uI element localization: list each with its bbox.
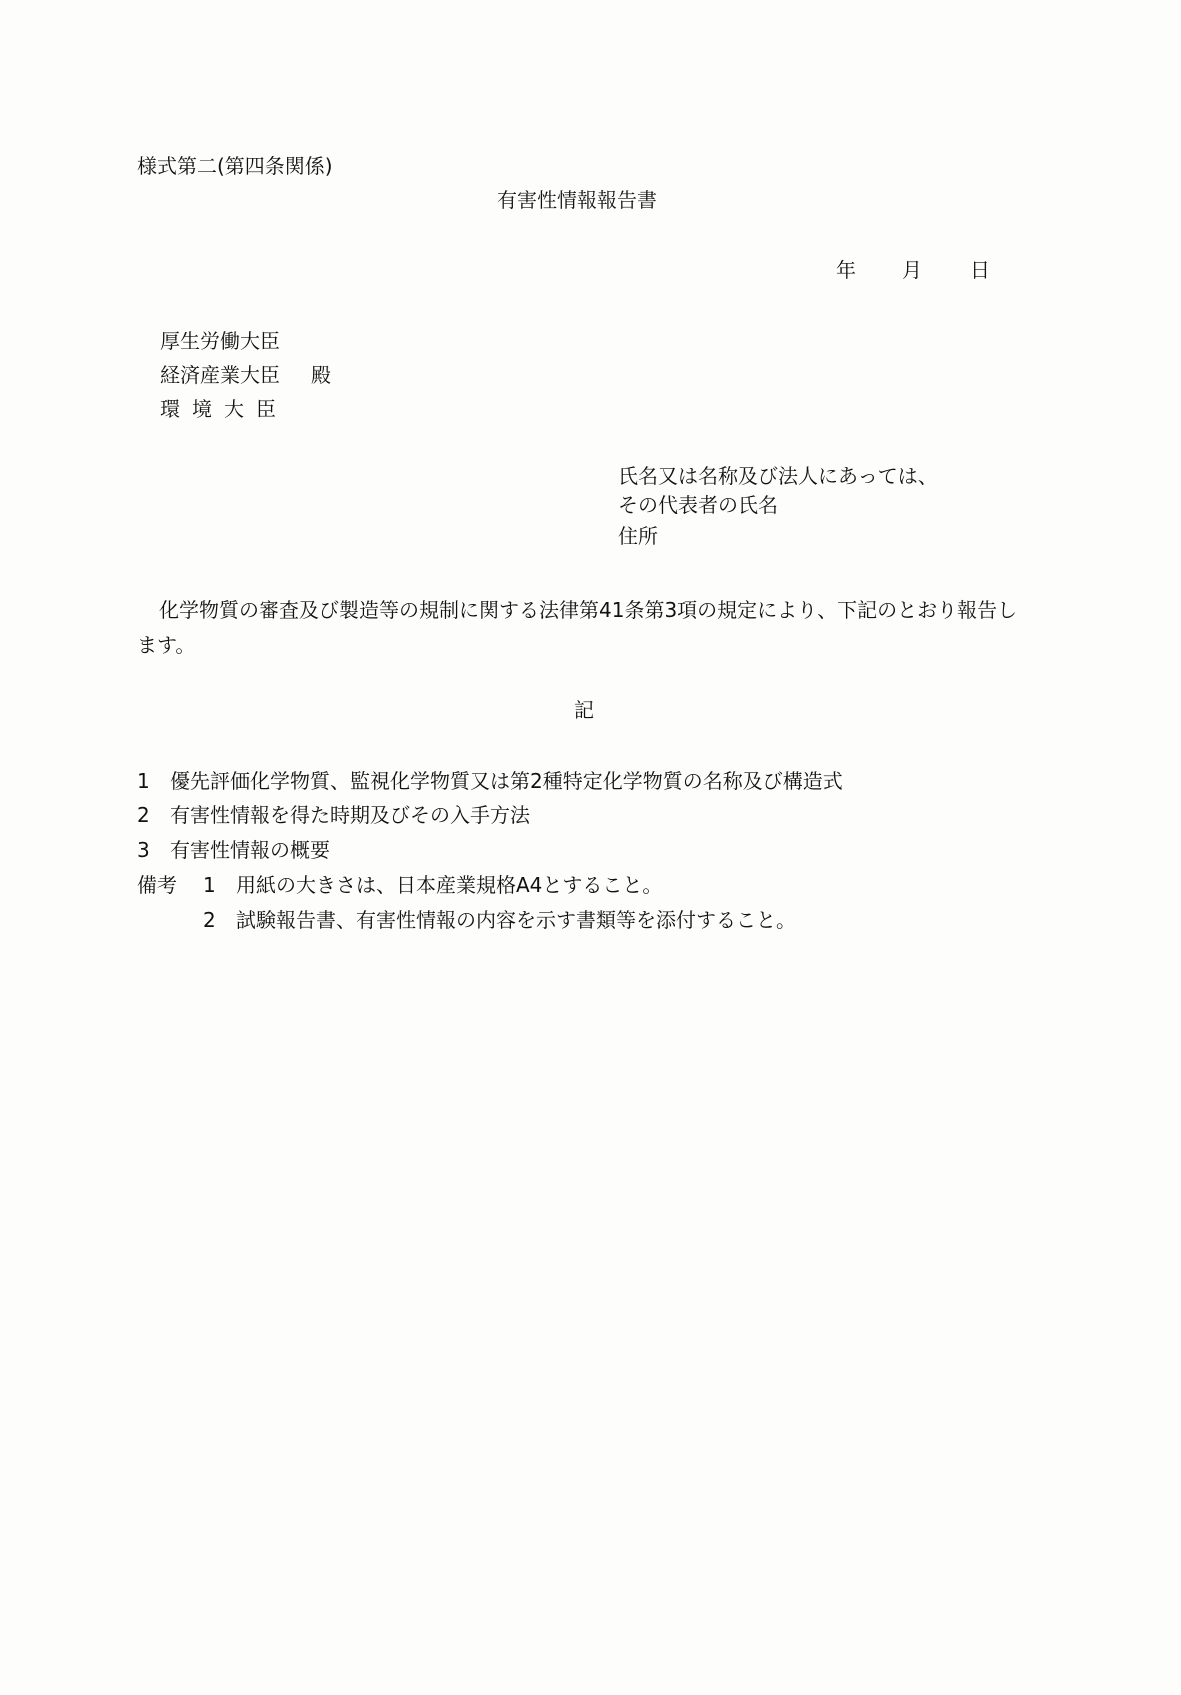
addressee-honorific: 殿 [311, 363, 331, 387]
date-day-label: 日 [970, 258, 990, 282]
item-text: 有害性情報の概要 [170, 838, 330, 862]
date-year-label: 年 [836, 258, 856, 282]
applicant-name-label-2: その代表者の氏名 [618, 493, 778, 517]
applicant-address-label: 住所 [618, 524, 658, 548]
form-number: 様式第二(第四条関係) [137, 154, 333, 178]
item-number: 2 [137, 803, 150, 827]
item-text: 有害性情報を得た時期及びその入手方法 [170, 803, 530, 827]
item-number: 1 [137, 769, 150, 793]
document-title: 有害性情報報告書 [497, 188, 657, 212]
applicant-name-label-1: 氏名又は名称及び法人にあっては、 [618, 464, 938, 488]
remarks-label: 備考 [137, 873, 177, 897]
addressee-health-minister: 厚生労働大臣 [160, 329, 280, 353]
addressee-economy-minister: 経済産業大臣 [160, 363, 280, 387]
item-number: 3 [137, 838, 150, 862]
remark-number: 2 [203, 908, 216, 932]
remark-text: 用紙の大きさは、日本産業規格A4とすること。 [236, 873, 663, 897]
body-paragraph: 化学物質の審査及び製造等の規制に関する法律第41条第3項の規定により、下記のとおり報告します。 [137, 598, 1018, 657]
date-month-label: 月 [902, 258, 922, 282]
item-text: 優先評価化学物質、監視化学物質又は第2種特定化学物質の名称及び構造式 [170, 769, 843, 793]
remark-text: 試験報告書、有害性情報の内容を示す書類等を添付すること。 [236, 908, 796, 932]
ki-heading: 記 [574, 698, 594, 722]
remark-number: 1 [203, 873, 216, 897]
addressee-environment-minister: 環境大臣 [160, 397, 288, 421]
